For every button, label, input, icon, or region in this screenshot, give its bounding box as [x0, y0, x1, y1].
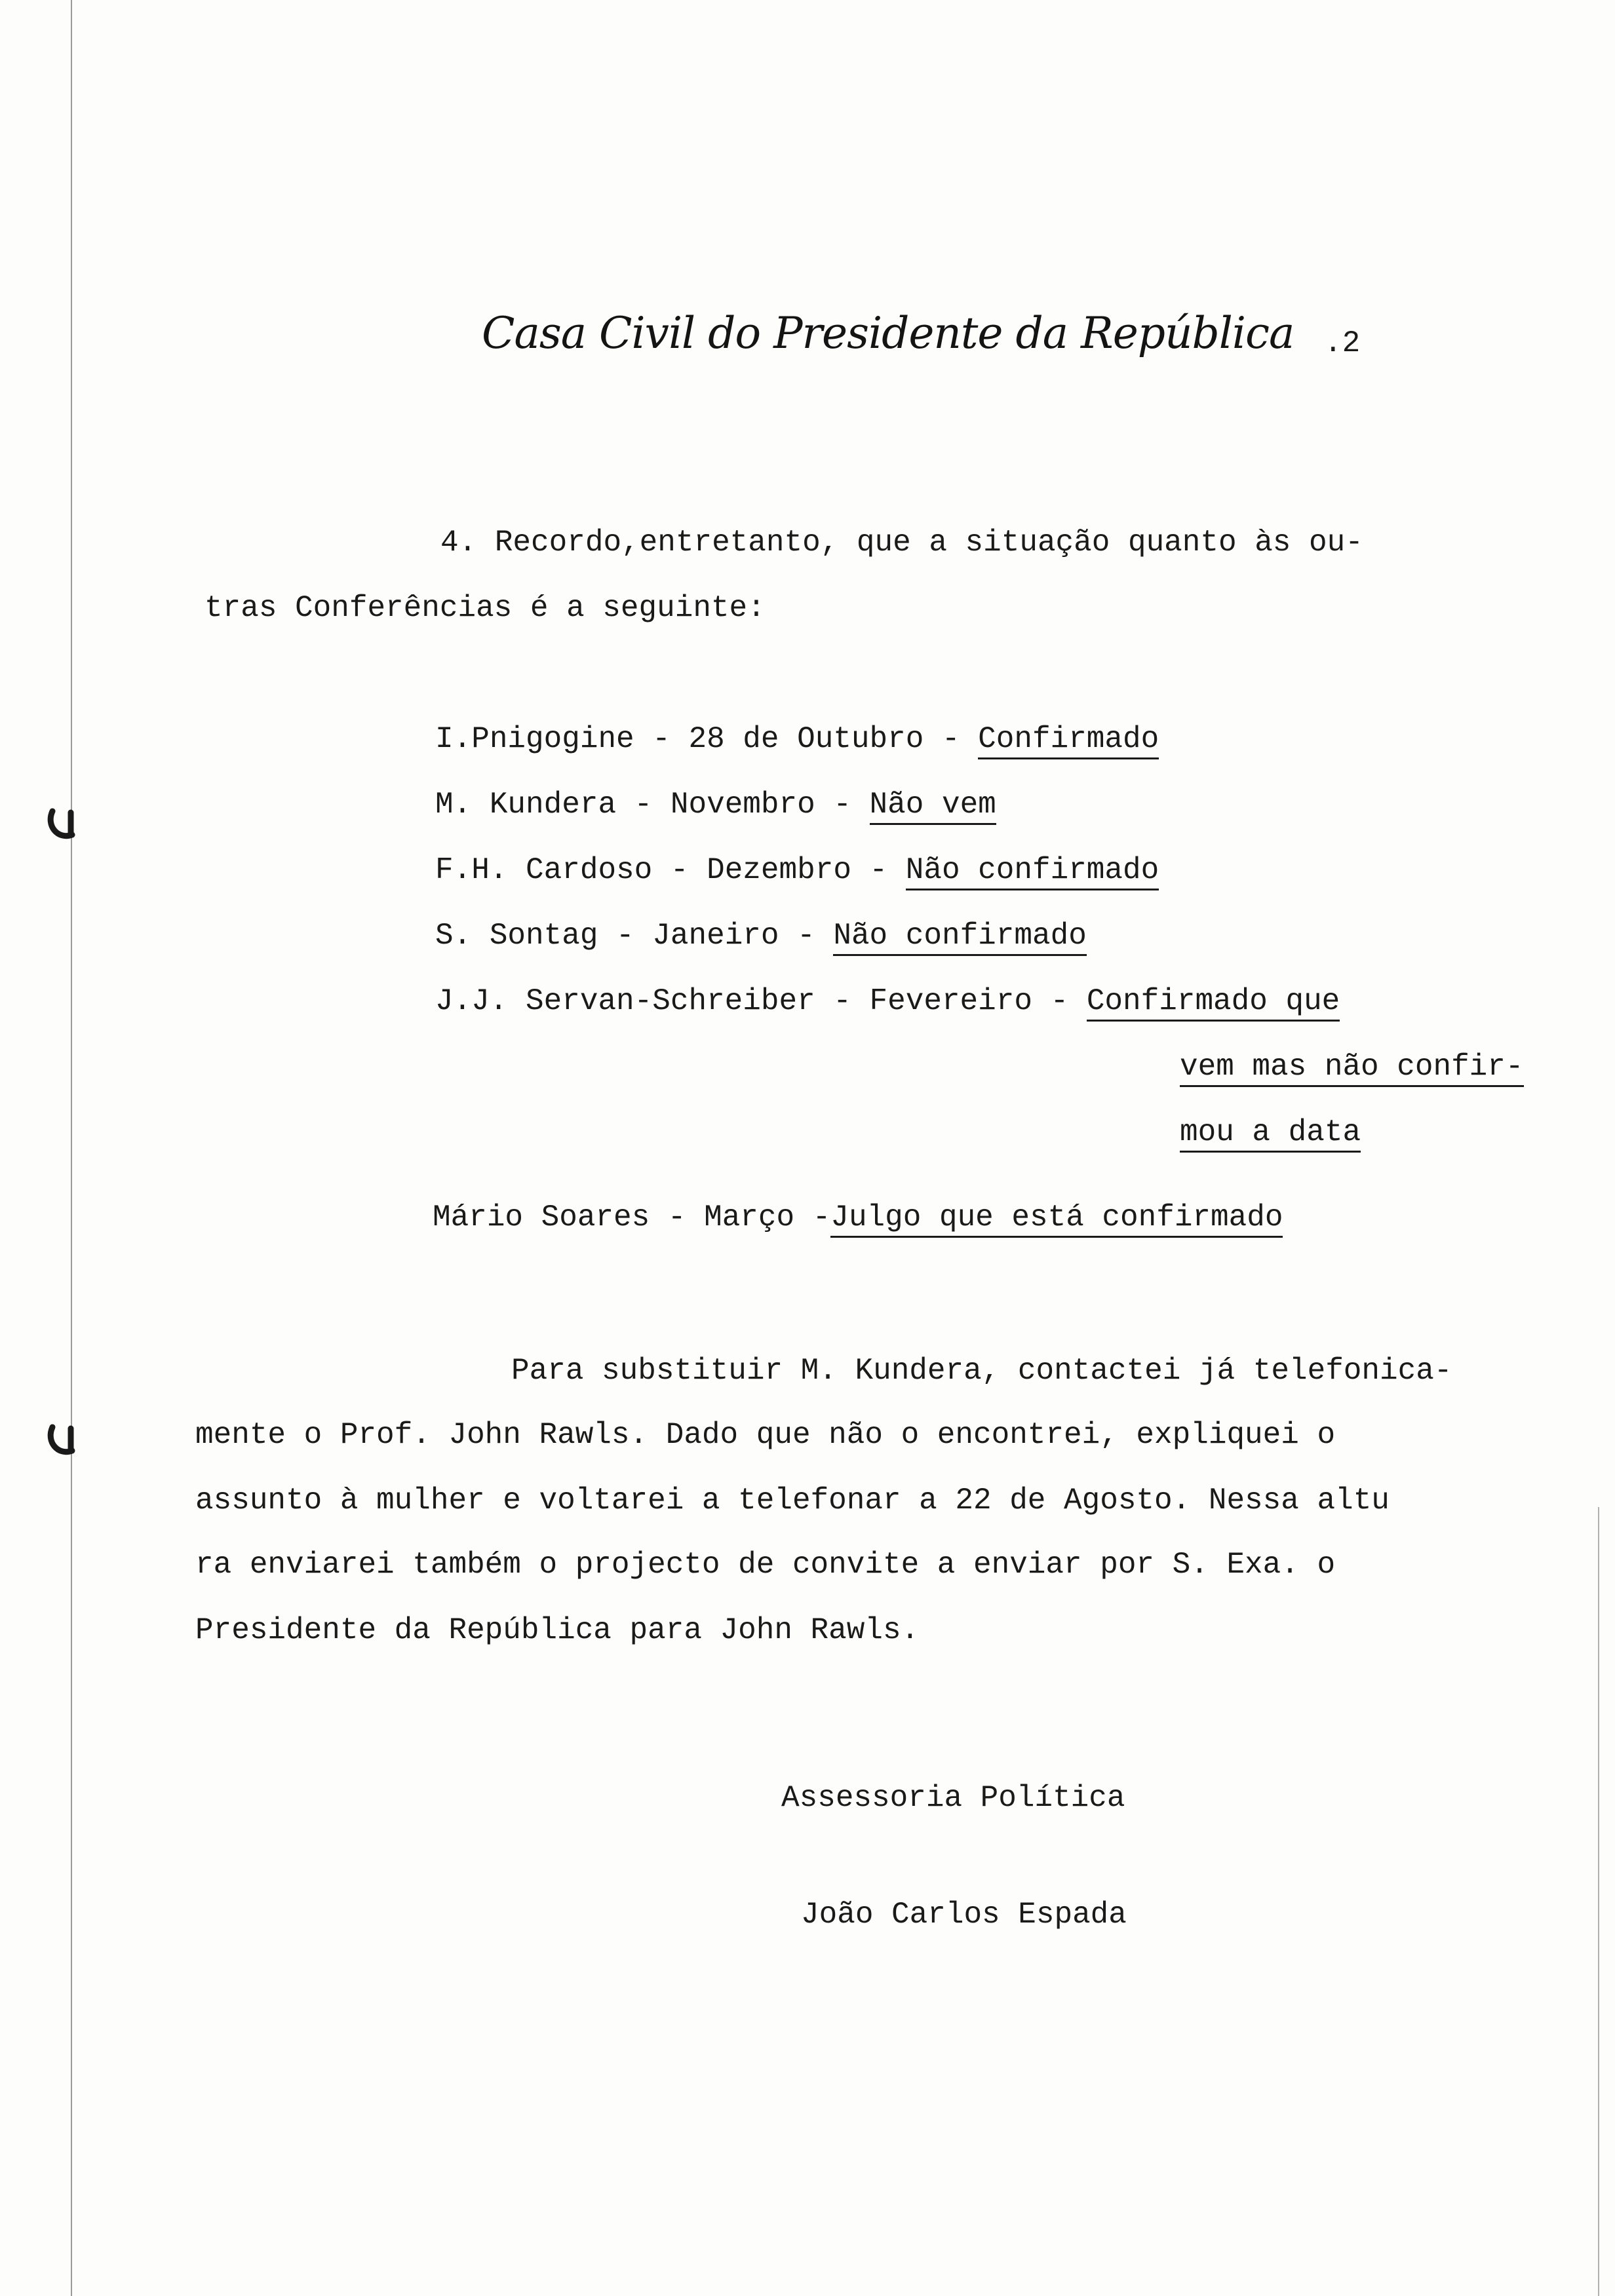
- separator: -: [634, 722, 689, 756]
- conference-status: Não vem: [870, 788, 996, 825]
- letterhead: Casa Civil do Presidente da República: [482, 308, 1294, 358]
- conference-speaker: M. Kundera: [435, 788, 617, 822]
- conference-row: [435, 916, 1087, 955]
- separator: -: [616, 788, 671, 822]
- conference-row: [435, 785, 996, 824]
- status-continuation-line: vem mas não confir-: [1180, 1050, 1524, 1087]
- separator: -: [598, 919, 653, 953]
- separator: -: [650, 1200, 705, 1234]
- status-continuation-line: mou a data: [1180, 1115, 1361, 1153]
- separator: -: [924, 722, 979, 756]
- separator: -: [851, 853, 906, 887]
- paragraph-4-line-2: tras Conferências é a seguinte:: [204, 591, 766, 625]
- conference-speaker: J.J. Servan-Schreiber: [435, 984, 815, 1018]
- conference-speaker: I.Pnigogine: [435, 722, 634, 756]
- conference-status-continuation: [1180, 1047, 1524, 1086]
- punch-hole-icon: [46, 806, 85, 845]
- conference-status: Confirmado: [978, 722, 1159, 759]
- conference-status-continuation: [1180, 1113, 1361, 1152]
- conference-speaker: Mário Soares: [433, 1200, 650, 1234]
- conference-month: Janeiro: [652, 919, 779, 953]
- conference-speaker: S. Sontag: [435, 919, 598, 953]
- signature-office: Assessoria Política: [781, 1781, 1125, 1815]
- separator: -: [794, 1200, 831, 1234]
- paragraph-kundera-line: ra enviarei também o projecto de convite a enviar por S. Exa. o: [195, 1548, 1336, 1582]
- conference-status: Não confirmado: [833, 919, 1086, 956]
- separator: -: [815, 984, 870, 1018]
- page-edge-line: [1598, 1507, 1599, 2296]
- conference-month: Março: [704, 1200, 795, 1234]
- conference-row: [435, 982, 1340, 1021]
- punch-hole-icon: [46, 1422, 85, 1461]
- conference-row: [435, 851, 1159, 890]
- conference-speaker: F.H. Cardoso: [435, 853, 653, 887]
- conference-month: Novembro: [670, 788, 815, 822]
- separator: -: [815, 788, 870, 822]
- conference-row: [433, 1198, 1283, 1237]
- page-number: .2: [1324, 326, 1361, 360]
- binder-edge-line: [71, 0, 72, 2296]
- paragraph-kundera-line: mente o Prof. John Rawls. Dado que não o encontrei, expliquei o: [195, 1418, 1336, 1452]
- conference-status: Julgo que está confirmado: [830, 1200, 1283, 1238]
- conference-row: [435, 719, 1159, 759]
- separator: -: [779, 919, 834, 953]
- conference-status: Não confirmado: [906, 853, 1159, 890]
- paragraph-kundera-line: assunto à mulher e voltarei a telefonar a 22 de Agosto. Nessa altu: [195, 1483, 1390, 1518]
- separator: -: [652, 853, 707, 887]
- separator: -: [1032, 984, 1087, 1018]
- paragraph-4-line-1: 4. Recordo,entretanto, que a situação quanto às ou-: [440, 526, 1363, 560]
- conference-month: Dezembro: [707, 853, 851, 887]
- conference-month: Fevereiro: [869, 984, 1032, 1018]
- paragraph-kundera-line: Para substituir M. Kundera, contactei já telefonica-: [511, 1354, 1452, 1388]
- paragraph-kundera-line: Presidente da República para John Rawls.: [195, 1613, 920, 1647]
- signature-name: João Carlos Espada: [801, 1898, 1127, 1932]
- conference-month: 28 de Outubro: [688, 722, 924, 756]
- conference-status: Confirmado que: [1087, 984, 1340, 1022]
